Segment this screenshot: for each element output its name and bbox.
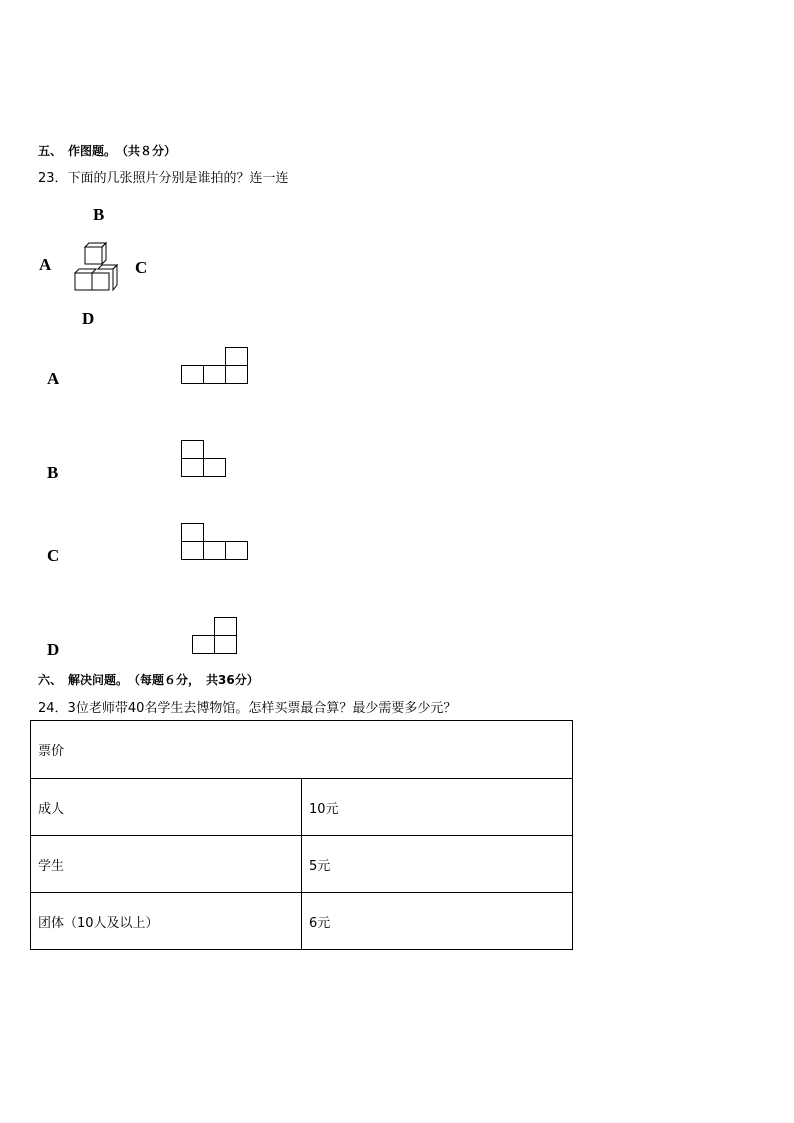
direction-label-a: A [39,255,52,274]
ticket-price-table [30,720,573,950]
section-heading-drawing: 五、 作图题。 （共８分） [38,144,177,158]
view-c-grid [181,523,249,560]
direction-label-b: B [93,205,105,224]
question-24-text: 24．3位老师带40名学生去博物馆。怎样买票最合算？最少需要多少元？ [38,701,457,716]
direction-label-c: C [135,258,148,277]
table-header-cell: 票价 [31,721,573,779]
table-row [31,836,573,893]
ticket-price-cell: 10元 [302,779,573,836]
view-label-a: A [47,369,60,388]
view-b-grid [181,440,227,477]
view-label-b: B [47,463,59,482]
table-header-row [31,721,573,779]
ticket-type-cell: 成人 [31,779,302,836]
view-d-grid [192,617,238,654]
ticket-type-cell: 学生 [31,836,302,893]
view-label-c: C [47,546,60,565]
ticket-type-cell: 团体（10人及以上） [31,893,302,950]
section-heading-problem-solving: 六、 解决问题。 （每题６分， 共36分） [38,673,259,687]
ticket-price-cell: 5元 [302,836,573,893]
cube-stack-figure [70,240,122,296]
ticket-price-cell: 6元 [302,893,573,950]
table-row [31,893,573,950]
question-23-text: 23．下面的几张照片分别是谁拍的？连一连 [38,171,289,186]
view-a-grid [181,347,249,384]
direction-label-d: D [82,309,95,328]
table-row [31,779,573,836]
view-label-d: D [47,640,60,659]
